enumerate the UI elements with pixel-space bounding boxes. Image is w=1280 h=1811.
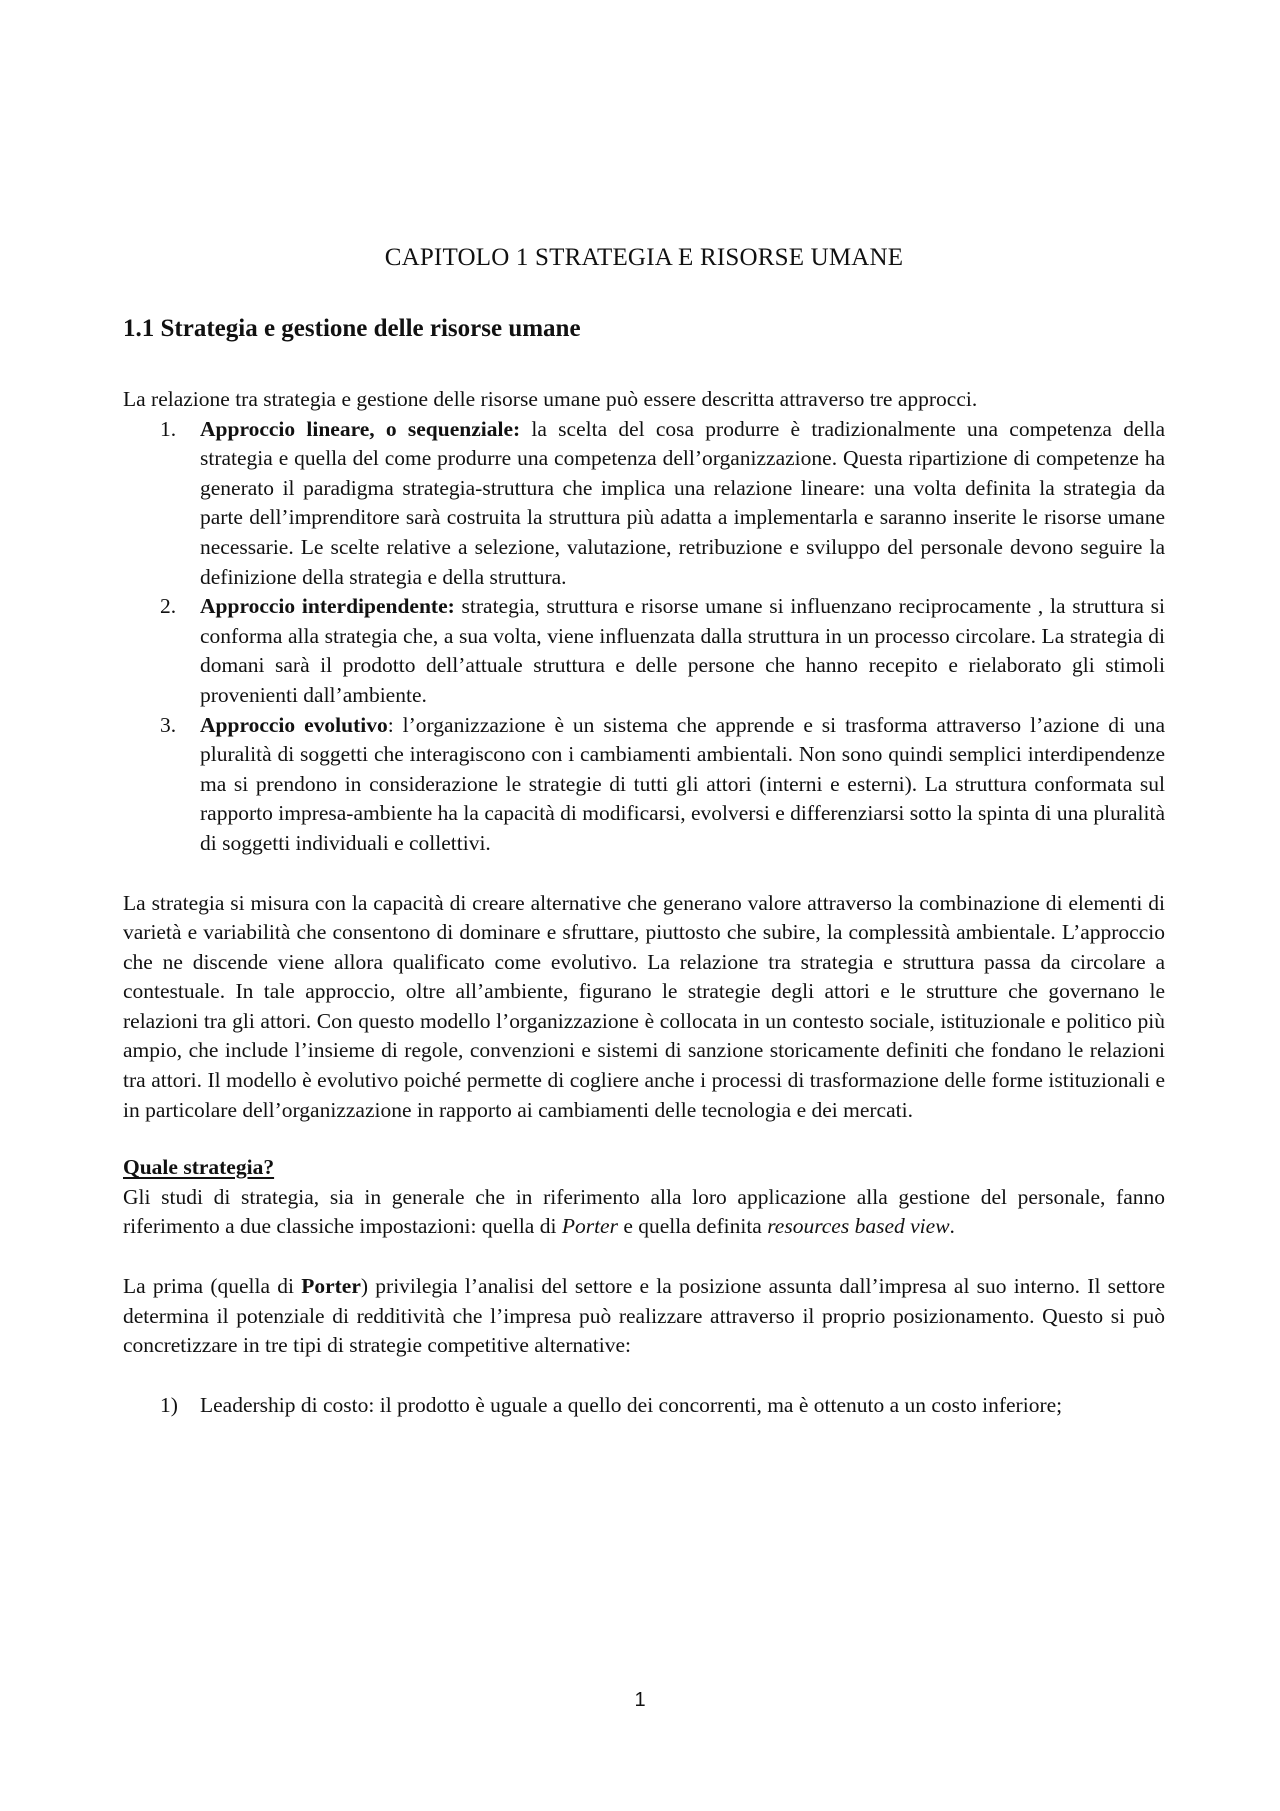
approach-text: strategia, struttura e risorse umane si influenzano reciprocamente , la struttura si conforma alla strategia che, a sua volta, viene influenzata dalla struttura in un processo circolare. La strategia di domani sarà il prodotto dell’attuale struttura e delle persone che hanno recepito e rielaborato gli stimoli provenienti dall’ambiente.: [200, 594, 1165, 707]
page-content: [123, 243, 1165, 1420]
approach-item-2: [123, 592, 1165, 710]
approach-number: 3.: [160, 712, 177, 737]
approach-item-1: [123, 415, 1165, 593]
porter-bold: Porter: [301, 1274, 361, 1299]
strategy-paragraph: La strategia si misura con la capacità di creare alternative che generano valore attraverso la combinazione di elementi di varietà e variabilità che consentono di dominare e sfruttare, piuttosto che subire, la complessità ambientale. L’approccio che ne discende viene allora qualificato come evolutivo. La relazione tra strategia e struttura passa da circolare a contestuale. In tale approccio, oltre all’ambiente, figurano le strategie degli attori e le strutture che governano le relazioni tra gli attori. Con questo modello l’organizzazione è collocata in un contesto sociale, istituzionale e politico più ampio, che include l’insieme di regole, convenzioni e sistemi di sanzione storicamente definiti che fondano le relazioni tra attori. Il modello è evolutivo poiché permette di cogliere anche i processi di trasformazione delle forme istituzionali e in particolare dell’organizzazione in rapporto ai cambiamenti delle tecnologia e dei mercati.: [123, 890, 1165, 1122]
strategy-text: Leadership di costo: il prodotto è uguale a quello dei concorrenti, ma è ottenuto a un costo inferiore;: [200, 1392, 1063, 1417]
quale-text-1: Gli studi di strategia, sia in generale che in riferimento alla loro applicazione alla gestione del personale, fanno riferimento a due classiche impostazioni: quella di: [123, 1184, 1165, 1239]
approach-item-3: [123, 711, 1165, 859]
quale-text-2: e quella definita: [617, 1214, 768, 1239]
rbv-italic: resources based view: [767, 1214, 950, 1239]
porter-text-2: ) privilegia l’analisi del settore e la posizione assunta dall’impresa al suo interno. Il settore determina il potenziale di redditività che l’impresa può realizzare attraverso il proprio posizionamento. Questo si può concretizzare in tre tipi di strategie competitive alternative:: [123, 1274, 1165, 1358]
porter-text-1: La prima (quella di: [123, 1274, 302, 1299]
quale-strategia-heading: Quale strategia?: [123, 1155, 275, 1180]
strategy-item-1: [123, 1391, 1165, 1421]
approach-number: 1.: [160, 416, 177, 441]
chapter-title: CAPITOLO 1 STRATEGIA E RISORSE UMANE: [384, 244, 904, 271]
approach-text: : l’organizzazione è un sistema che apprende e si trasforma attraverso l’azione di una pluralità di soggetti che interagiscono con i cambiamenti ambientali. Non sono quindi semplici interdipendenze ma si prendono in considerazione le strategie di tutti gli attori (interni e esterni). La struttura conformata sul rapporto impresa-ambiente ha la capacità di modificarsi, evolversi e differenziarsi sotto la spinta di una pluralità di soggetti individuali e collettivi.: [200, 712, 1166, 855]
approaches-list: [123, 415, 1165, 859]
porter-paragraph: [123, 1272, 1165, 1361]
section-title: 1.1 Strategia e gestione delle risorse umane: [123, 315, 581, 342]
spacer: [123, 1361, 1165, 1391]
approach-text: la scelta del cosa produrre è tradizionalmente una competenza della strategia e quella del come produrre una competenza dell’organizzazione. Questa ripartizione di competenze ha generato il paradigma strategia-struttura che implica una relazione lineare: una volta definita la strategia da parte dell’imprenditore sarà costruita la struttura più adatta a implementarla e saranno inserite le risorse umane necessarie. Le scelte relative a selezione, valutazione, retribuzione e sviluppo del personale devono seguire la definizione della strategia e della struttura.: [200, 416, 1165, 589]
approach-number: 2.: [160, 594, 177, 619]
approach-term: Approccio lineare, o sequenziale: [200, 416, 513, 441]
spacer: [123, 1242, 1165, 1272]
intro-paragraph: La relazione tra strategia e gestione delle risorse umane può essere descritta attraverso tre approcci.: [123, 387, 978, 411]
porter-italic: Porter: [561, 1214, 618, 1239]
page-number: 1: [634, 1689, 646, 1711]
spacer: [123, 859, 1165, 889]
approach-term: Approccio interdipendente:: [200, 594, 455, 619]
quale-strategia-paragraph: [123, 1183, 1165, 1242]
strategies-list: [123, 1391, 1165, 1421]
approach-term-suffix: :: [513, 416, 521, 441]
approach-term: Approccio evolutivo: [200, 712, 388, 737]
quale-text-3: .: [949, 1214, 955, 1239]
spacer: [123, 1125, 1165, 1153]
strategy-number: 1): [160, 1392, 178, 1417]
